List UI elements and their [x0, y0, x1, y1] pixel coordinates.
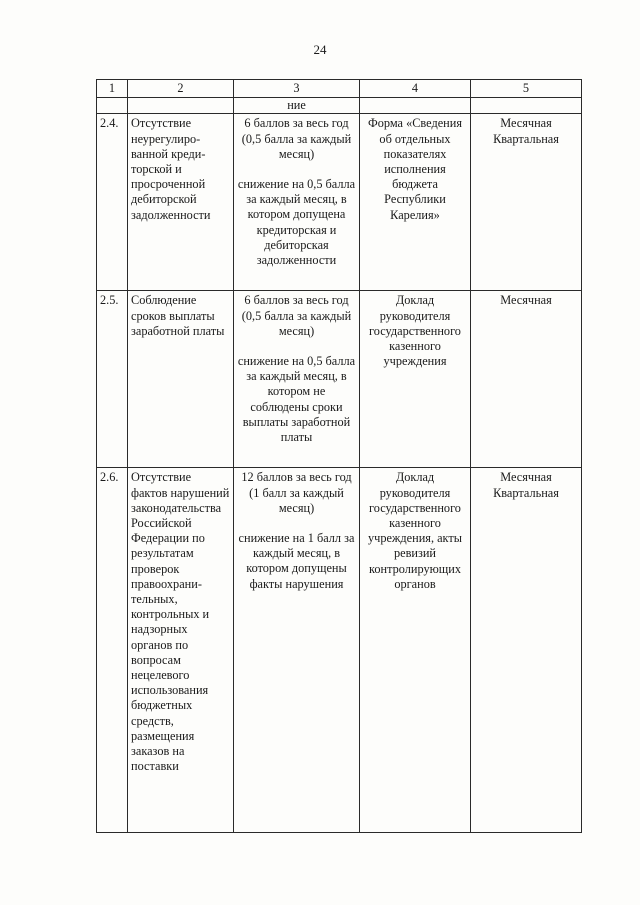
criterion-name: Отсутствие неурегулированной кредиторской и просроченной дебиторской задолженности — [128, 114, 234, 291]
table-row — [97, 468, 582, 833]
row-number: 2.6. — [97, 468, 128, 833]
reduction-text: снижение на 0,5 балла за каждый месяц, в котором допущена кредиторская и дебиторская задолженности — [237, 177, 356, 268]
score-cell — [234, 114, 360, 291]
reduction-text: снижение на 1 балл за каждый месяц, в котором допущены факты нарушения — [238, 531, 355, 591]
source-cell: Форма «Сведения об отдельных показателях исполнения бюджета Республики Карелия» — [360, 114, 471, 291]
score-text: 6 баллов за весь год (0,5 балла за каждый месяц) — [241, 116, 352, 161]
period-cell: Месячная Квартальная — [471, 468, 582, 833]
period-cell: Месячная Квартальная — [471, 114, 582, 291]
score-text: 12 баллов за весь год (1 балл за каждый месяц) — [241, 470, 352, 515]
header-col-1: 1 — [97, 80, 128, 98]
source-cell: Доклад руководителя государственного казенного учреждения, акты ревизий контролирующих органов — [360, 468, 471, 833]
row-number: 2.5. — [97, 291, 128, 468]
header-col-5: 5 — [471, 80, 582, 98]
row-number: 2.4. — [97, 114, 128, 291]
header-col-3: 3 — [234, 80, 360, 98]
criterion-name: Соблюдение сроков выплаты заработной платы — [128, 291, 234, 468]
header-col-2: 2 — [128, 80, 234, 98]
score-cell — [234, 291, 360, 468]
period-cell: Месячная — [471, 291, 582, 468]
continuation-row — [97, 98, 582, 114]
table-header-row — [97, 80, 582, 98]
header-col-4: 4 — [360, 80, 471, 98]
table-row — [97, 291, 582, 468]
criterion-name: Отсутствие фактов нарушений законодательства Российской Федерации по результатам проверок правоохранительных, контрольных и надзорных органов по вопросам нецелевого использования бюджетных средств, размещения заказов на поставки — [128, 468, 234, 833]
score-cell — [234, 468, 360, 833]
continuation-text: ние — [234, 98, 360, 114]
page-number: 24 — [313, 42, 327, 57]
source-cell: Доклад руководителя государственного казенного учреждения — [360, 291, 471, 468]
table-row — [97, 114, 582, 291]
criteria-table — [96, 79, 582, 833]
score-text: 6 баллов за весь год (0,5 балла за каждый месяц) — [241, 293, 352, 338]
reduction-text: снижение на 0,5 балла за каждый месяц, в котором не соблюдены сроки выплаты заработной платы — [237, 354, 356, 445]
